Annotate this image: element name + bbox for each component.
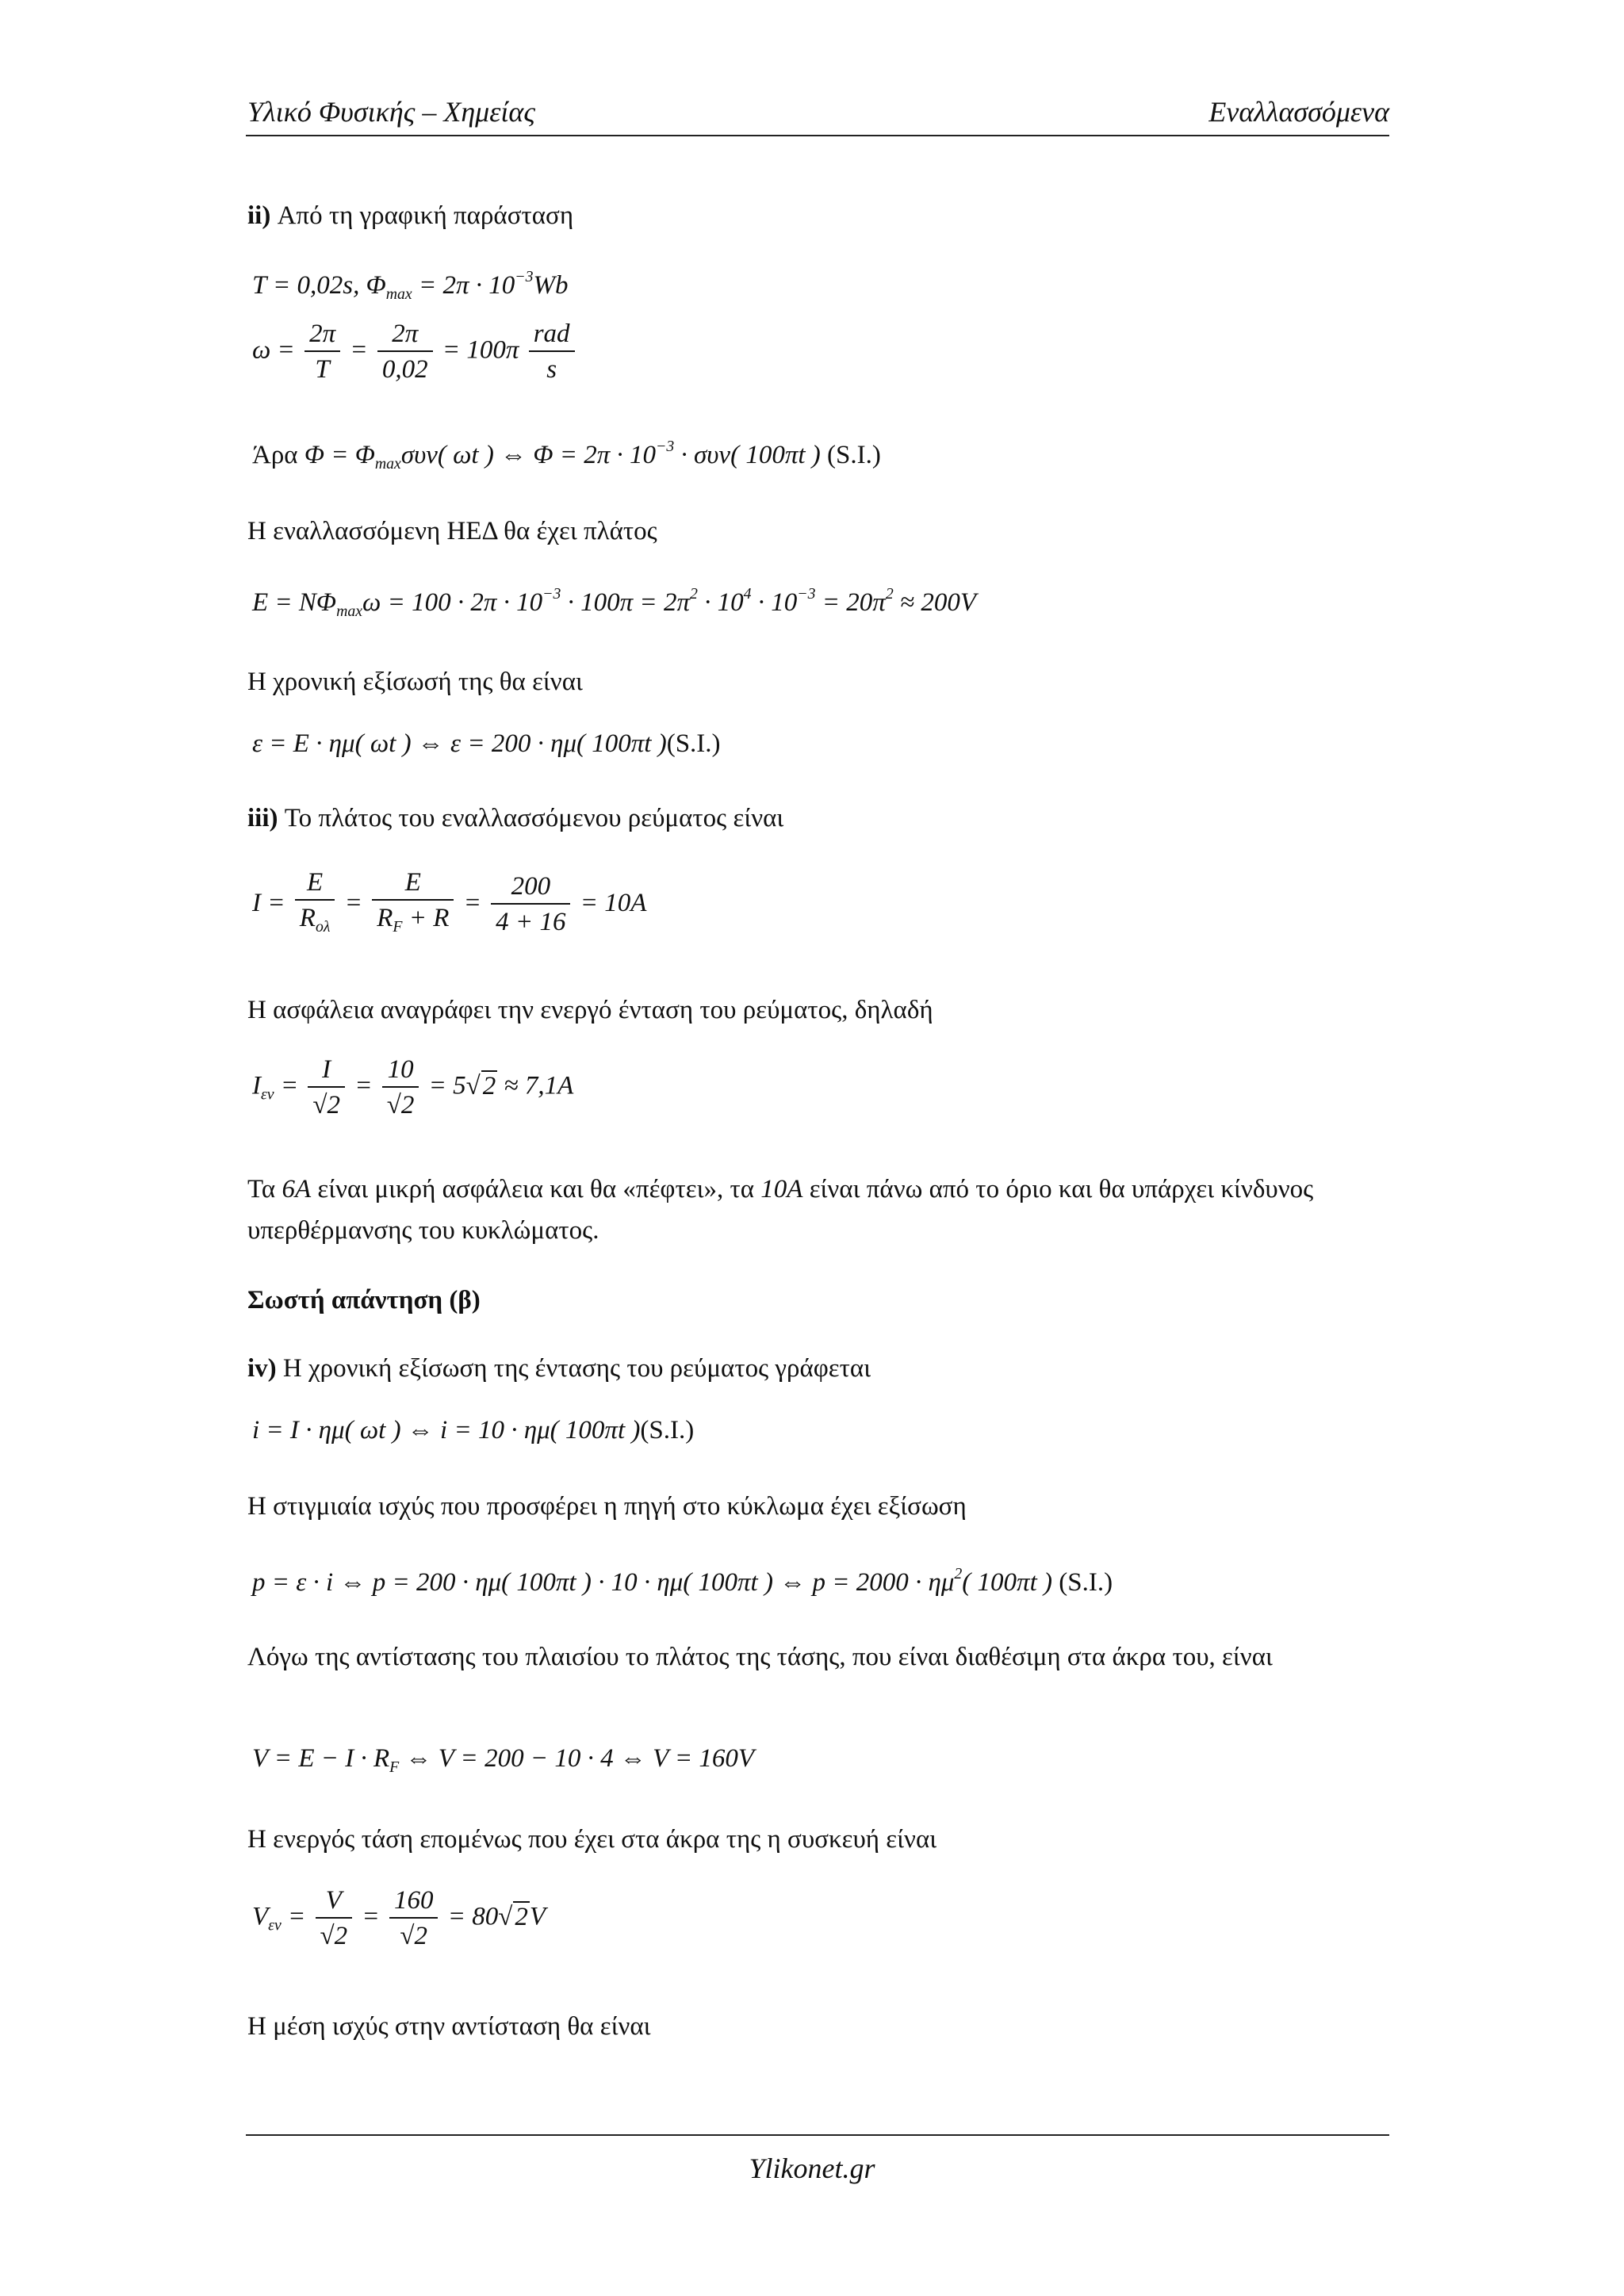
instant-power-equation: p = ε · i ⇔ p = 200 · ημ( 100πt ) · 10 · ημ( 100πt ) ⇔ $p = 2000 \cdot \eta\mu^2$( 100πt ) (S.I.): [252, 1565, 1113, 1597]
emf-amplitude-text: Η εναλλασσόμενη ΗΕΔ θα έχει πλάτος: [247, 517, 657, 545]
header-rule: [246, 135, 1389, 136]
fraction: $\frac{I}{√2}$: [308, 1053, 345, 1123]
section-iii-intro: iii) Το πλάτος του εναλλασσόμενου ρεύματος είναι: [247, 804, 784, 832]
effective-voltage-equation: $V_{\varepsilon\nu}$ = $\frac{V}{√2}$ = $\frac{160}{√2}$ = 80√2V: [252, 1884, 546, 1954]
fraction: $\frac{160}{√2}$: [389, 1884, 439, 1954]
omega-equation: ω = $\frac{2\pi}{T}$ = $\frac{2\pi}{0,02}$ = 100π $\frac{\text{rad}}{s}$: [252, 317, 578, 387]
header-right: Εναλλασσόμενα: [1208, 96, 1389, 128]
voltage-equation: $V = E - I \cdot R_F$ ⇔ V = 200 − 10 · 4 ⇔ V = 160V: [252, 1744, 755, 1776]
section-ii-label: ii): [247, 201, 271, 230]
fraction: $\frac{V}{√2}$: [316, 1884, 353, 1954]
fraction: $\frac{2\pi}{T}$: [304, 317, 340, 387]
footer-site: Ylikonet.gr: [749, 2152, 875, 2184]
flux-equation: Άρα $\Phi = \Phi_{max}\sigma\upsilon\nu$( ωt ) ⇔ $\Phi = 2\pi \cdot 10^{-3} \cdot \sigma\upsilon\nu$( 100πt ) (S.I.): [252, 438, 881, 473]
emf-time-equation: ε = E · ημ( ωt ) ⇔ ε = 200 · ημ( 100πt )(S.I.): [252, 729, 721, 758]
voltage-text: Λόγω της αντίστασης του πλαισίου το πλάτος της τάσης, που είναι διαθέσιμη στα άκρα του, είναι: [247, 1643, 1273, 1671]
header-left: Υλικό Φυσικής – Χημείας: [247, 96, 535, 128]
fraction: $\frac{2\pi}{0,02}$: [377, 317, 433, 387]
section-iv-intro: iv) Η χρονική εξίσωση της έντασης του ρεύματος γράφεται: [247, 1354, 871, 1383]
current-amplitude-equation: I = $\frac{E}{R_{o\lambda}}$ = $\frac{E}{R_F + R}$ = $\frac{200}{4 + 16}$ = 10A: [252, 866, 646, 944]
fraction: $\frac{E}{R_F + R}$: [372, 866, 454, 944]
section-ii-intro: [247, 195, 1389, 236]
footer-rule: [246, 2134, 1389, 2136]
emf-amplitude-equation: $E = N\Phi_{max}\omega = 100 \cdot 2\pi \cdot 10^{-3} \cdot 100\pi = 2\pi^2 \cdot 10^4 \cdot 10^{-3} = 20\pi^2 \approx 200V$: [252, 585, 976, 620]
fraction: $\frac{10}{√2}$: [382, 1053, 419, 1123]
mean-power-text: Η μέση ισχύς στην αντίσταση θα είναι: [247, 2012, 651, 2041]
fuse-text: Η ασφάλεια αναγράφει την ενεργό ένταση του ρεύματος, δηλαδή: [247, 996, 933, 1024]
time-equation-text: Η χρονική εξίσωσή της θα είναι: [247, 668, 583, 696]
fraction: $\frac{200}{4 + 16}$: [491, 870, 570, 939]
effective-voltage-text: Η ενεργός τάση επομένως που έχει στα άκρα της η συσκευή είναι: [247, 1825, 937, 1854]
fraction: $\frac{\text{rad}}{s}$: [529, 317, 575, 387]
fuse-conclusion-paragraph: Τα 6A είναι μικρή ασφάλεια και θα «πέφτει», τα 10A είναι πάνω από το όριο και θα υπάρχει κίνδυνος υπερθέρμανσης του κυκλώματος.: [247, 1175, 1314, 1245]
fraction: $\frac{E}{R_{o\lambda}}$: [295, 866, 335, 944]
correct-answer: Σωστή απάντηση (β): [247, 1286, 481, 1314]
section-ii-text: Από τη γραφική παράσταση: [277, 201, 574, 230]
period-flux-equation: T = 0,02s, $\Phi_{max} = 2\pi \cdot 10^{-3}Wb$: [252, 268, 569, 303]
current-time-equation: i = I · ημ( ωt ) ⇔ i = 10 · ημ( 100πt )(S.I.): [252, 1416, 695, 1445]
power-text: Η στιγμιαία ισχύς που προσφέρει η πηγή στο κύκλωμα έχει εξίσωση: [247, 1492, 967, 1521]
effective-current-equation: $I_{\varepsilon\nu}$ = $\frac{I}{√2}$ = $\frac{10}{√2}$ = 5√2 ≈ 7,1A: [252, 1053, 573, 1123]
